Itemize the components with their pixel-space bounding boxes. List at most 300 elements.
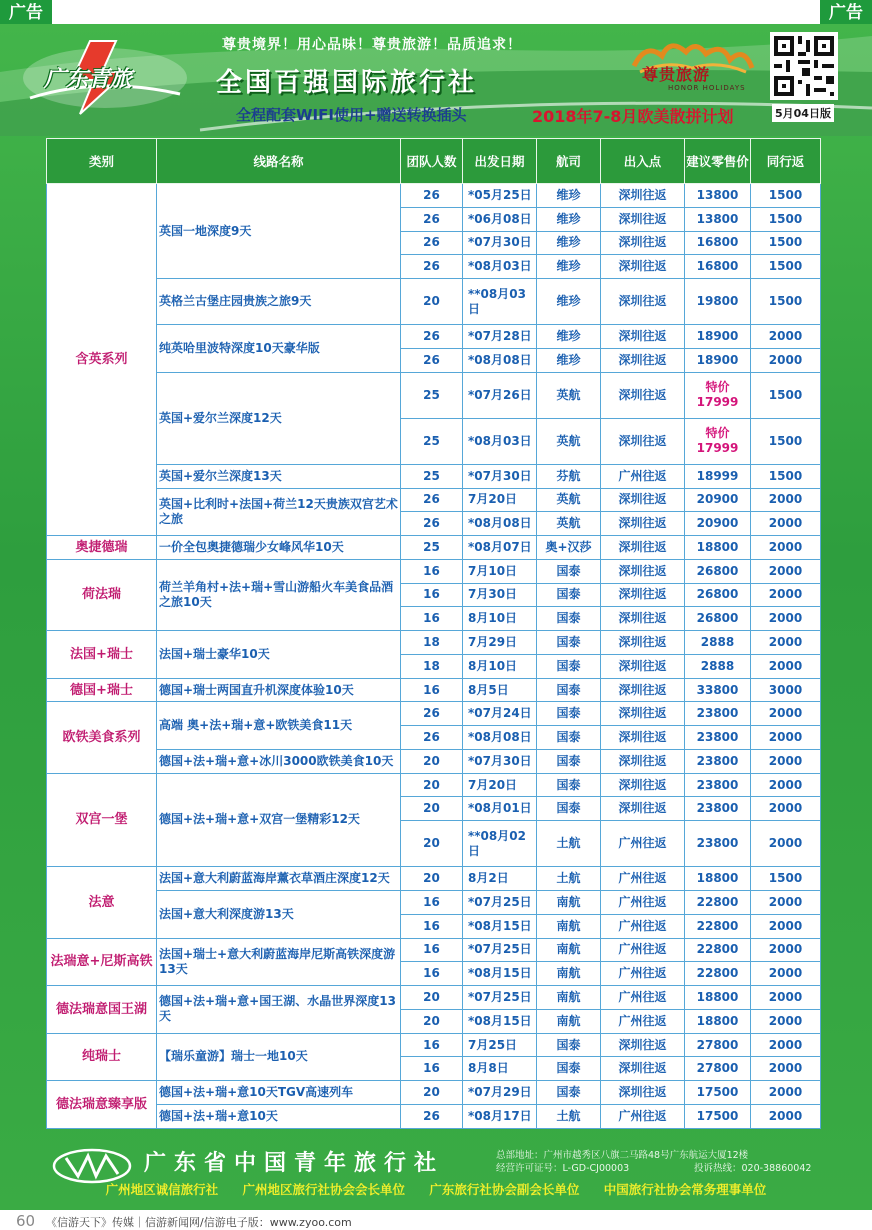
footer-company: 广东省中国青年旅行社 — [144, 1151, 445, 1176]
cell-date: *07月25日 — [463, 938, 537, 962]
cell-price: 13800 — [685, 207, 751, 231]
cell-rebate: 2000 — [751, 702, 821, 726]
cell-size: 20 — [401, 279, 463, 325]
cell-port: 深圳往返 — [601, 1081, 685, 1105]
cell-price: 18900 — [685, 348, 751, 372]
cell-rebate: 3000 — [751, 678, 821, 702]
cell-price: 16800 — [685, 231, 751, 255]
ad-label-left: 广告 — [0, 0, 52, 26]
cell-category: 法瑞意+尼斯高铁 — [47, 938, 157, 986]
cell-date: *06月08日 — [463, 207, 537, 231]
cell-rebate: 1500 — [751, 184, 821, 208]
cell-rebate: 2000 — [751, 559, 821, 583]
cell-airline: 英航 — [537, 372, 601, 418]
cell-port: 广州往返 — [601, 938, 685, 962]
footer-license: 经营许可证号：L-GD-CJ00003 — [496, 1163, 630, 1174]
cell-route: 德国+瑞士两国直升机深度体验10天 — [157, 678, 401, 702]
cell-price: 18800 — [685, 986, 751, 1010]
col-rebate: 同行返 — [751, 139, 821, 184]
cell-port: 深圳往返 — [601, 559, 685, 583]
cell-rebate: 2000 — [751, 488, 821, 512]
cell-route: 英国一地深度9天 — [157, 184, 401, 279]
table-row — [47, 1081, 821, 1105]
cell-category: 欧铁美食系列 — [47, 702, 157, 773]
cell-airline: 维珍 — [537, 231, 601, 255]
cell-rebate: 2000 — [751, 914, 821, 938]
cell-price: 13800 — [685, 184, 751, 208]
cell-airline: 维珍 — [537, 184, 601, 208]
table-row — [47, 891, 821, 915]
cell-port: 深圳往返 — [601, 279, 685, 325]
cell-port: 深圳往返 — [601, 749, 685, 773]
cell-airline: 芬航 — [537, 464, 601, 488]
cell-price: 23800 — [685, 773, 751, 797]
cell-airline: 国泰 — [537, 797, 601, 821]
cell-price: 18800 — [685, 536, 751, 560]
cell-rebate: 2000 — [751, 797, 821, 821]
table-row — [47, 702, 821, 726]
slogan: 尊贵境界！用心品味！尊贵旅游！品质追求！ — [222, 37, 522, 53]
cell-date: 8月10日 — [463, 654, 537, 678]
cell-date: 7月30日 — [463, 583, 537, 607]
cell-airline: 维珍 — [537, 325, 601, 349]
cell-size: 20 — [401, 821, 463, 867]
cell-airline: 南航 — [537, 914, 601, 938]
table-row — [47, 631, 821, 655]
cell-port: 广州往返 — [601, 1104, 685, 1128]
cell-route: 德国+法+瑞+意10天 — [157, 1104, 401, 1128]
cell-date: *08月01日 — [463, 797, 537, 821]
cell-port: 深圳往返 — [601, 512, 685, 536]
cell-date: *07月30日 — [463, 231, 537, 255]
ad-label-right: 广告 — [820, 0, 872, 26]
cell-port: 深圳往返 — [601, 773, 685, 797]
member-4: 中国旅行社协会常务理事单位 — [603, 1182, 767, 1197]
cell-port: 深圳往返 — [601, 583, 685, 607]
cell-port: 深圳往返 — [601, 325, 685, 349]
cell-price: 26800 — [685, 559, 751, 583]
cell-size: 25 — [401, 418, 463, 464]
cell-size: 20 — [401, 1009, 463, 1033]
cell-price: 20900 — [685, 488, 751, 512]
footer-address: 总部地址：广州市越秀区八旗二马路48号广东航运大厦12楼 — [496, 1150, 749, 1161]
cell-size: 20 — [401, 986, 463, 1010]
cell-category: 法国+瑞士 — [47, 631, 157, 679]
cell-port: 广州往返 — [601, 464, 685, 488]
cell-price: 20900 — [685, 512, 751, 536]
cell-rebate: 2000 — [751, 821, 821, 867]
cell-rebate: 2000 — [751, 512, 821, 536]
cell-category: 奥捷德瑞 — [47, 536, 157, 560]
cell-size: 25 — [401, 372, 463, 418]
cell-date: *08月03日 — [463, 255, 537, 279]
cell-airline: 国泰 — [537, 631, 601, 655]
cell-airline: 国泰 — [537, 1057, 601, 1081]
cell-airline: 国泰 — [537, 749, 601, 773]
cell-date: *08月07日 — [463, 536, 537, 560]
table-row — [47, 488, 821, 512]
cell-rebate: 1500 — [751, 207, 821, 231]
cell-size: 16 — [401, 1057, 463, 1081]
cell-price: 特价 17999 — [685, 372, 751, 418]
cell-port: 深圳往返 — [601, 418, 685, 464]
member-3: 广东旅行社协会副会长单位 — [429, 1182, 580, 1197]
cell-route: 一价全包奥捷德瑞少女峰风华10天 — [157, 536, 401, 560]
cell-category: 德法瑞意国王湖 — [47, 986, 157, 1034]
table-header — [47, 139, 821, 184]
cell-port: 深圳往返 — [601, 231, 685, 255]
cell-port: 深圳往返 — [601, 255, 685, 279]
cell-port: 深圳往返 — [601, 207, 685, 231]
cell-date: *08月08日 — [463, 348, 537, 372]
cell-size: 26 — [401, 255, 463, 279]
cell-date: 8月10日 — [463, 607, 537, 631]
table-row — [47, 464, 821, 488]
table-row — [47, 749, 821, 773]
version-label: 5月04日版 — [772, 104, 834, 122]
cell-route: 德国+法+瑞+意+冰川3000欧铁美食10天 — [157, 749, 401, 773]
cell-rebate: 2000 — [751, 631, 821, 655]
routes-table — [46, 138, 821, 1129]
cell-route: 纯英哈里波特深度10天豪华版 — [157, 325, 401, 373]
col-category: 类别 — [47, 139, 157, 184]
cell-price: 2888 — [685, 654, 751, 678]
cell-category: 纯瑞士 — [47, 1033, 157, 1081]
cell-rebate: 2000 — [751, 749, 821, 773]
cell-port: 深圳往返 — [601, 372, 685, 418]
cell-rebate: 2000 — [751, 1057, 821, 1081]
cell-airline: 南航 — [537, 986, 601, 1010]
cell-route: 英国+比利时+法国+荷兰12天贵族双宫艺术之旅 — [157, 488, 401, 536]
cell-date: 7月10日 — [463, 559, 537, 583]
cell-rebate: 1500 — [751, 372, 821, 418]
cell-size: 26 — [401, 1104, 463, 1128]
col-price: 建议零售价 — [685, 139, 751, 184]
cell-price: 18800 — [685, 867, 751, 891]
cell-rebate: 2000 — [751, 938, 821, 962]
brand-en: HONOR HOLIDAYS — [668, 84, 746, 92]
cell-date: *07月28日 — [463, 325, 537, 349]
cell-route: 法国+意大利深度游13天 — [157, 891, 401, 939]
cell-route: 英格兰古堡庄园贵族之旅9天 — [157, 279, 401, 325]
table-row — [47, 986, 821, 1010]
cell-port: 深圳往返 — [601, 797, 685, 821]
cell-category: 法意 — [47, 867, 157, 938]
table-row — [47, 184, 821, 208]
cell-date: *08月17日 — [463, 1104, 537, 1128]
brand-text: 尊贵旅游 — [642, 65, 711, 84]
cell-rebate: 1500 — [751, 418, 821, 464]
cell-airline: 土航 — [537, 867, 601, 891]
cell-route: 法国+瑞士豪华10天 — [157, 631, 401, 679]
cell-price: 23800 — [685, 797, 751, 821]
cell-category: 含英系列 — [47, 184, 157, 536]
footer-hotline: 投诉热线：020-38860042 — [694, 1163, 812, 1174]
cell-date: 8月8日 — [463, 1057, 537, 1081]
cell-price: 22800 — [685, 891, 751, 915]
cell-size: 20 — [401, 749, 463, 773]
cell-date: 7月29日 — [463, 631, 537, 655]
cell-port: 深圳往返 — [601, 607, 685, 631]
cell-price: 19800 — [685, 279, 751, 325]
table-row — [47, 372, 821, 418]
cell-size: 16 — [401, 938, 463, 962]
cell-price: 23800 — [685, 749, 751, 773]
cell-date: *07月30日 — [463, 749, 537, 773]
cell-category: 双宫一堡 — [47, 773, 157, 867]
cell-price: 26800 — [685, 583, 751, 607]
cell-price: 26800 — [685, 607, 751, 631]
cell-category: 德国+瑞士 — [47, 678, 157, 702]
cell-size: 18 — [401, 631, 463, 655]
cell-airline: 国泰 — [537, 1081, 601, 1105]
page-media: 《信游天下》传媒｜信游新闻网/信游电子版：www.zyoo.com — [46, 1216, 352, 1229]
cell-airline: 国泰 — [537, 654, 601, 678]
cell-route: 英国+爱尔兰深度13天 — [157, 464, 401, 488]
page-number: 60 — [16, 1212, 36, 1230]
cell-airline: 维珍 — [537, 348, 601, 372]
cell-date: 7月20日 — [463, 488, 537, 512]
cell-route: 【瑞乐童游】瑞士一地10天 — [157, 1033, 401, 1081]
cell-rebate: 2000 — [751, 1033, 821, 1057]
cell-port: 深圳往返 — [601, 726, 685, 750]
cell-date: *07月30日 — [463, 464, 537, 488]
cell-date: *07月26日 — [463, 372, 537, 418]
cell-size: 16 — [401, 891, 463, 915]
page-footer — [0, 1210, 872, 1230]
cell-price: 33800 — [685, 678, 751, 702]
cell-size: 16 — [401, 559, 463, 583]
cell-rebate: 2000 — [751, 773, 821, 797]
cell-airline: 国泰 — [537, 773, 601, 797]
cell-price: 27800 — [685, 1057, 751, 1081]
col-size: 团队人数 — [401, 139, 463, 184]
cell-date: *08月15日 — [463, 1009, 537, 1033]
cell-price: 18999 — [685, 464, 751, 488]
qr-code-icon — [770, 32, 838, 100]
cell-rebate: 2000 — [751, 962, 821, 986]
cell-port: 深圳往返 — [601, 702, 685, 726]
cell-rebate: 2000 — [751, 583, 821, 607]
cell-port: 广州往返 — [601, 867, 685, 891]
cell-rebate: 2000 — [751, 348, 821, 372]
cell-price: 27800 — [685, 1033, 751, 1057]
cell-date: 7月25日 — [463, 1033, 537, 1057]
cell-rebate: 2000 — [751, 325, 821, 349]
cell-size: 20 — [401, 1081, 463, 1105]
cell-rebate: 1500 — [751, 255, 821, 279]
cell-airline: 国泰 — [537, 1033, 601, 1057]
cell-date: *08月15日 — [463, 914, 537, 938]
cell-size: 25 — [401, 536, 463, 560]
col-route: 线路名称 — [157, 139, 401, 184]
cell-airline: 英航 — [537, 488, 601, 512]
routes-table-wrap — [46, 138, 820, 1129]
cell-airline: 国泰 — [537, 702, 601, 726]
cell-price: 2888 — [685, 631, 751, 655]
table-row — [47, 938, 821, 962]
col-port: 出入点 — [601, 139, 685, 184]
cell-route: 德国+法+瑞+意+双宫一堡精彩12天 — [157, 773, 401, 867]
cell-price: 22800 — [685, 962, 751, 986]
cell-size: 26 — [401, 348, 463, 372]
col-date: 出发日期 — [463, 139, 537, 184]
cell-size: 26 — [401, 184, 463, 208]
cell-size: 26 — [401, 325, 463, 349]
footer-members — [0, 1180, 872, 1198]
cell-airline: 南航 — [537, 1009, 601, 1033]
cell-route: 法国+意大利蔚蓝海岸薰衣草酒庄深度12天 — [157, 867, 401, 891]
table-row — [47, 536, 821, 560]
cell-rebate: 2000 — [751, 1081, 821, 1105]
cell-airline: 国泰 — [537, 678, 601, 702]
cell-size: 16 — [401, 583, 463, 607]
cell-rebate: 2000 — [751, 1104, 821, 1128]
cell-date: *07月25日 — [463, 986, 537, 1010]
cell-price: 18800 — [685, 1009, 751, 1033]
cell-airline: 国泰 — [537, 559, 601, 583]
cell-route: 德国+法+瑞+意10天TGV高速列车 — [157, 1081, 401, 1105]
cell-rebate: 1500 — [751, 231, 821, 255]
cell-category: 德法瑞意臻享版 — [47, 1081, 157, 1129]
cell-port: 深圳往返 — [601, 536, 685, 560]
cell-date: *07月25日 — [463, 891, 537, 915]
table-body — [47, 184, 821, 1129]
cell-port: 深圳往返 — [601, 184, 685, 208]
cell-port: 深圳往返 — [601, 1057, 685, 1081]
cell-airline: 奥+汉莎 — [537, 536, 601, 560]
cell-category: 荷法瑞 — [47, 559, 157, 630]
cell-date: *08月03日 — [463, 418, 537, 464]
cell-airline: 维珍 — [537, 207, 601, 231]
cell-rebate: 2000 — [751, 536, 821, 560]
cell-size: 20 — [401, 867, 463, 891]
cell-route: 德国+法+瑞+意+国王湖、水晶世界深度13天 — [157, 986, 401, 1034]
cell-price: 18900 — [685, 325, 751, 349]
table-row — [47, 559, 821, 583]
cell-size: 26 — [401, 726, 463, 750]
cell-rebate: 2000 — [751, 891, 821, 915]
cell-date: *08月08日 — [463, 512, 537, 536]
plan-title: 2018年7-8月欧美散拼计划 — [532, 107, 734, 126]
cell-airline: 英航 — [537, 512, 601, 536]
cell-price: 16800 — [685, 255, 751, 279]
cell-rebate: 2000 — [751, 986, 821, 1010]
cell-size: 18 — [401, 654, 463, 678]
cell-port: 深圳往返 — [601, 678, 685, 702]
cell-airline: 维珍 — [537, 279, 601, 325]
cell-rebate: 2000 — [751, 1009, 821, 1033]
cell-size: 26 — [401, 488, 463, 512]
cell-airline: 南航 — [537, 962, 601, 986]
cell-port: 广州往返 — [601, 962, 685, 986]
logo-text: 广东青旅 — [44, 67, 133, 92]
cell-size: 20 — [401, 773, 463, 797]
table-row — [47, 773, 821, 797]
cell-rebate: 2000 — [751, 607, 821, 631]
cell-size: 26 — [401, 207, 463, 231]
cell-rebate: 2000 — [751, 654, 821, 678]
cell-price: 23800 — [685, 702, 751, 726]
cell-airline: 土航 — [537, 821, 601, 867]
col-airline: 航司 — [537, 139, 601, 184]
cell-port: 深圳往返 — [601, 488, 685, 512]
cell-price: 17500 — [685, 1081, 751, 1105]
cell-rebate: 1500 — [751, 867, 821, 891]
table-row — [47, 867, 821, 891]
table-row — [47, 279, 821, 325]
cell-airline: 南航 — [537, 891, 601, 915]
cell-port: 广州往返 — [601, 891, 685, 915]
cell-date: **08月03日 — [463, 279, 537, 325]
cell-port: 深圳往返 — [601, 348, 685, 372]
cell-rebate: 2000 — [751, 726, 821, 750]
cell-date: *08月08日 — [463, 726, 537, 750]
cell-port: 深圳往返 — [601, 631, 685, 655]
cell-port: 广州往返 — [601, 986, 685, 1010]
cell-airline: 土航 — [537, 1104, 601, 1128]
cell-size: 16 — [401, 914, 463, 938]
table-row — [47, 1104, 821, 1128]
member-1: 广州地区诚信旅行社 — [105, 1182, 219, 1197]
cell-price: 22800 — [685, 938, 751, 962]
cell-size: 26 — [401, 702, 463, 726]
cell-route: 英国+爱尔兰深度12天 — [157, 372, 401, 464]
cell-size: 16 — [401, 1033, 463, 1057]
cell-price: 17500 — [685, 1104, 751, 1128]
cell-size: 26 — [401, 231, 463, 255]
cell-route: 荷兰羊角村+法+瑞+雪山游船火车美食品酒之旅10天 — [157, 559, 401, 630]
cell-port: 广州往返 — [601, 1009, 685, 1033]
cell-airline: 国泰 — [537, 583, 601, 607]
subline: 全程配套WIFI使用+赠送转换插头 — [236, 106, 467, 124]
cell-price: 22800 — [685, 914, 751, 938]
cell-date: *08月15日 — [463, 962, 537, 986]
table-row — [47, 1033, 821, 1057]
cell-airline: 南航 — [537, 938, 601, 962]
cell-route: 法国+瑞士+意大利蔚蓝海岸尼斯高铁深度游13天 — [157, 938, 401, 986]
headline: 全国百强国际旅行社 — [216, 68, 478, 98]
cell-date: 8月5日 — [463, 678, 537, 702]
cell-port: 深圳往返 — [601, 654, 685, 678]
cell-date: 8月2日 — [463, 867, 537, 891]
cell-size: 25 — [401, 464, 463, 488]
cell-airline: 国泰 — [537, 607, 601, 631]
cell-rebate: 1500 — [751, 279, 821, 325]
cell-size: 16 — [401, 678, 463, 702]
cell-airline: 维珍 — [537, 255, 601, 279]
cell-rebate: 1500 — [751, 464, 821, 488]
cell-price: 23800 — [685, 726, 751, 750]
table-row — [47, 325, 821, 349]
table-row — [47, 678, 821, 702]
cell-price: 特价 17999 — [685, 418, 751, 464]
cell-port: 深圳往返 — [601, 1033, 685, 1057]
cell-port: 广州往返 — [601, 821, 685, 867]
cell-date: 7月20日 — [463, 773, 537, 797]
cell-price: 23800 — [685, 821, 751, 867]
cell-size: 16 — [401, 962, 463, 986]
cell-date: *07月24日 — [463, 702, 537, 726]
cell-airline: 英航 — [537, 418, 601, 464]
cell-size: 26 — [401, 512, 463, 536]
member-2: 广州地区旅行社协会会长单位 — [242, 1182, 406, 1197]
cell-date: **08月02日 — [463, 821, 537, 867]
cell-route: 高端 奥+法+瑞+意+欧铁美食11天 — [157, 702, 401, 750]
cell-size: 16 — [401, 607, 463, 631]
cell-date: *07月29日 — [463, 1081, 537, 1105]
cell-size: 20 — [401, 797, 463, 821]
